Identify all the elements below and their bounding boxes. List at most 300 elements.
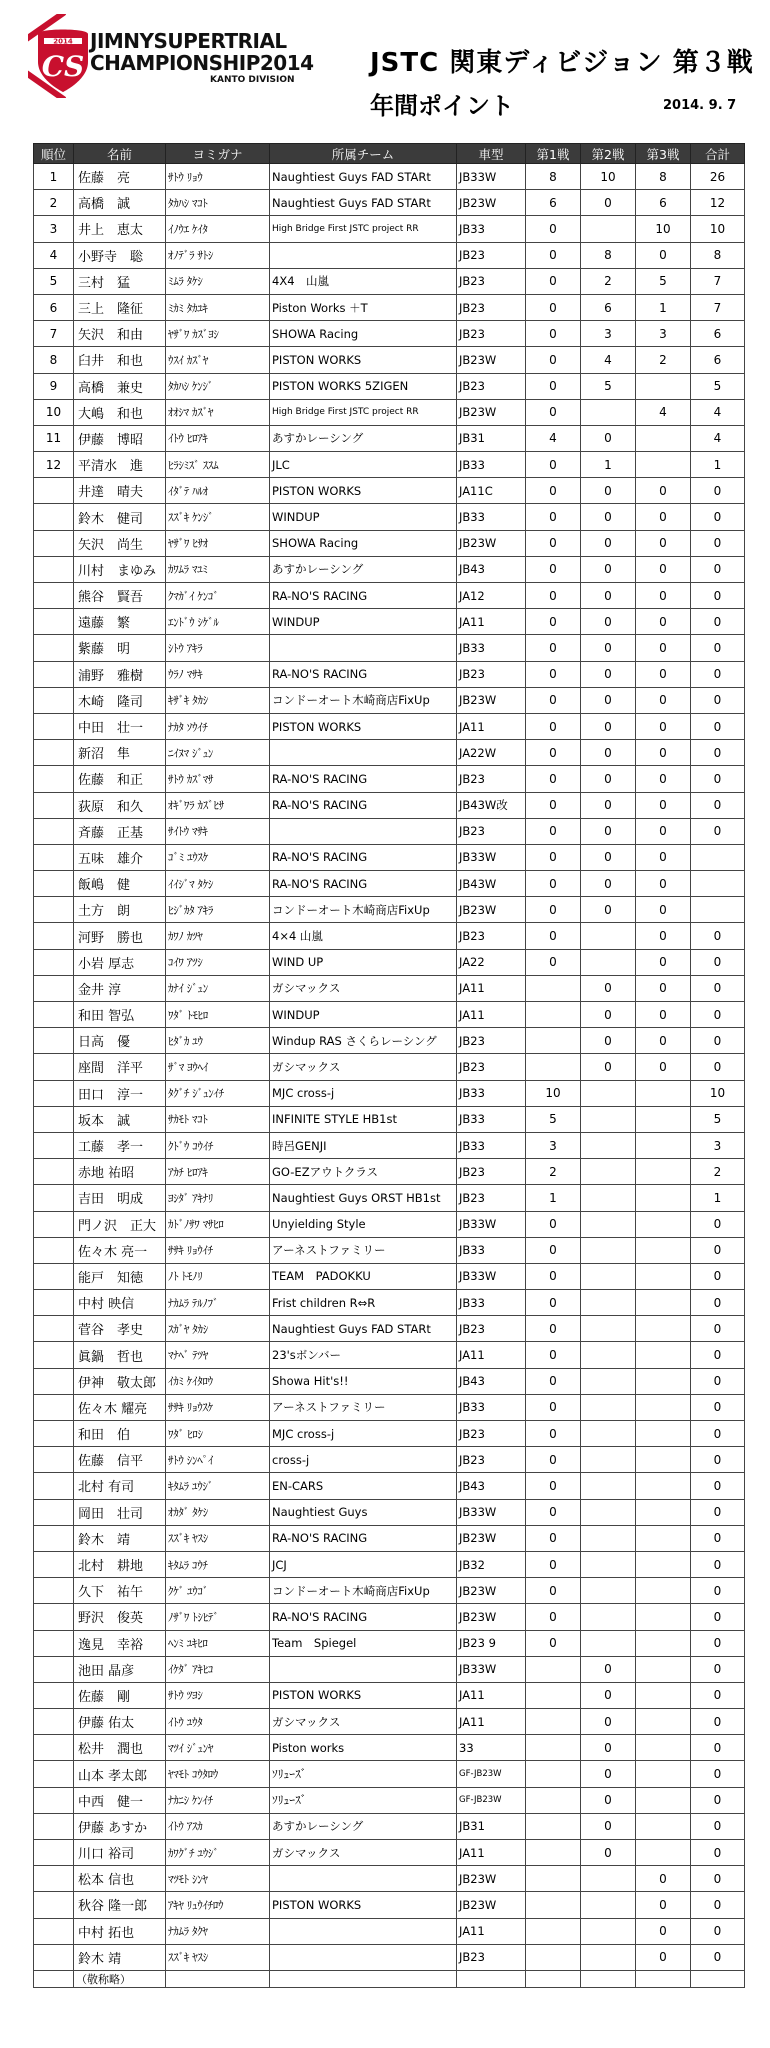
cell-rank [34, 975, 74, 1001]
cell-team: あすかレーシング [270, 556, 457, 582]
cell-name: 池田 晶彦 [74, 1656, 166, 1682]
cell-rank [34, 1499, 74, 1525]
cell-total: 0 [691, 1630, 745, 1656]
table-row [34, 1106, 745, 1132]
cell-name: 矢沢 和由 [74, 321, 166, 347]
cell-team: RA-NO'S RACING [270, 844, 457, 870]
cell-round3 [636, 1185, 691, 1211]
cell-name: 斉藤 正基 [74, 818, 166, 844]
cell-car: JB33W [457, 1211, 526, 1237]
cell-total: 0 [691, 1525, 745, 1551]
cell-rank [34, 1368, 74, 1394]
cell-rank [34, 1290, 74, 1316]
cell-total: 5 [691, 373, 745, 399]
logo-line1: JIMNYSUPERTRIAL [90, 29, 287, 53]
cell-car: JB31 [457, 425, 526, 451]
cell-round2 [581, 1342, 636, 1368]
standings-table [33, 143, 745, 1988]
cell-rank [34, 1263, 74, 1289]
cell-rank [34, 792, 74, 818]
cell-round3: 10 [636, 216, 691, 242]
table-row [34, 1342, 745, 1368]
cell-round3: 0 [636, 242, 691, 268]
cell-total: 1 [691, 452, 745, 478]
cell-rank [34, 897, 74, 923]
cell-total: 0 [691, 1473, 745, 1499]
cell-rank: 5 [34, 268, 74, 294]
cell-round3 [636, 1263, 691, 1289]
cell-rank [34, 766, 74, 792]
cell-car: JB23 [457, 1944, 526, 1970]
table-row [34, 1682, 745, 1708]
cell-kana: ﾜﾀﾞ ﾄﾓﾋﾛ [166, 1002, 270, 1028]
cell-car: JB33 [457, 1080, 526, 1106]
cell-round2 [581, 1473, 636, 1499]
table-row [34, 1551, 745, 1577]
cell-rank [34, 1054, 74, 1080]
cell-total: 10 [691, 1080, 745, 1106]
cell-name: 川口 裕司 [74, 1840, 166, 1866]
cell-kana: ｼﾄｳ ｱｷﾗ [166, 635, 270, 661]
cell-kana: ﾅｶﾑﾗ ﾃﾙﾉﾌﾞ [166, 1290, 270, 1316]
cell-round3: 0 [636, 609, 691, 635]
cell-kana: ｻｻｷ ﾘｮｳｲﾁ [166, 1237, 270, 1263]
cell-car: JB43 [457, 1368, 526, 1394]
col-round2: 第2戦 [581, 144, 636, 164]
cell-round2 [581, 1290, 636, 1316]
footer-note: （敬称略） [74, 1970, 166, 1987]
cell-total: 0 [691, 1944, 745, 1970]
table-row [34, 1499, 745, 1525]
cell-car: JB33 [457, 452, 526, 478]
cell-round1: 0 [526, 687, 581, 713]
cell-rank [34, 871, 74, 897]
cell-car: GF-JB23W [457, 1787, 526, 1813]
table-row [34, 268, 745, 294]
cell-round2: 2 [581, 268, 636, 294]
cell-round3 [636, 1499, 691, 1525]
cell-round1: 0 [526, 818, 581, 844]
cell-round2 [581, 1944, 636, 1970]
table-row [34, 740, 745, 766]
cell-team [270, 1918, 457, 1944]
cell-name: 荻原 和久 [74, 792, 166, 818]
cell-kana: ｷﾀﾑﾗ ﾕｳｼﾞ [166, 1473, 270, 1499]
cell-name: 土方 朗 [74, 897, 166, 923]
cell-round3 [636, 1709, 691, 1735]
cell-rank: 2 [34, 190, 74, 216]
cell-total: 0 [691, 1787, 745, 1813]
cell-name: 佐藤 信平 [74, 1447, 166, 1473]
cell-rank: 7 [34, 321, 74, 347]
cell-round1: 0 [526, 740, 581, 766]
cell-team: ｿﾘｭｰｽﾞ [270, 1787, 457, 1813]
cell-round2 [581, 1525, 636, 1551]
cell-kana: ﾔﾏﾓﾄ ｺｳﾀﾛｳ [166, 1761, 270, 1787]
cell-round2: 10 [581, 164, 636, 190]
table-row [34, 975, 745, 1001]
table-row [34, 242, 745, 268]
cell-team: RA-NO'S RACING [270, 661, 457, 687]
cell-kana: ｶﾜﾑﾗ ﾏﾕﾐ [166, 556, 270, 582]
cell-round2 [581, 1604, 636, 1630]
cell-rank [34, 1421, 74, 1447]
cell-kana: ｸﾄﾞｳ ｺｳｲﾁ [166, 1132, 270, 1158]
cell-round3 [636, 1237, 691, 1263]
cell-total: 6 [691, 347, 745, 373]
cell-car: JB23 [457, 1447, 526, 1473]
cell-car: JB33W [457, 1499, 526, 1525]
cell-kana: ｲｲｼﾞﾏ ﾀｹｼ [166, 871, 270, 897]
cell-total: 0 [691, 1761, 745, 1787]
cell-round2 [581, 1132, 636, 1158]
cell-rank [34, 687, 74, 713]
cell-round1: 0 [526, 294, 581, 320]
cell-kana: ｶﾄﾞﾉｻﾜ ﾏｻﾋﾛ [166, 1211, 270, 1237]
cell-name: 伊藤 博昭 [74, 425, 166, 451]
cell-total: 0 [691, 1263, 745, 1289]
cell-team: RA-NO'S RACING [270, 871, 457, 897]
cell-team: High Bridge First JSTC project RR [270, 216, 457, 242]
cell-round3 [636, 1604, 691, 1630]
cell-name: 坂本 誠 [74, 1106, 166, 1132]
logo-emblem-icon [28, 14, 98, 98]
cell-car: JB23 [457, 294, 526, 320]
cell-round3: 3 [636, 321, 691, 347]
cell-name: 小岩 厚志 [74, 949, 166, 975]
cell-round1 [526, 1002, 581, 1028]
logo-wordmark [90, 14, 314, 86]
cell-round3: 0 [636, 635, 691, 661]
cell-team: Piston works [270, 1735, 457, 1761]
cell-rank [34, 556, 74, 582]
cell-name: 平清水 進 [74, 452, 166, 478]
cell-round3 [636, 373, 691, 399]
cell-kana: ﾏﾂｲ ｼﾞｭﾝﾔ [166, 1735, 270, 1761]
cell-round2 [581, 1630, 636, 1656]
cell-name: 座間 洋平 [74, 1054, 166, 1080]
cell-round3: 0 [636, 713, 691, 739]
cell-name: 北村 有司 [74, 1473, 166, 1499]
cell-team: PISTON WORKS 5ZIGEN [270, 373, 457, 399]
cell-total: 0 [691, 740, 745, 766]
cell-kana: ﾉﾄ ﾄﾓﾉﾘ [166, 1263, 270, 1289]
cell-round2: 0 [581, 844, 636, 870]
col-team: 所属チーム [270, 144, 457, 164]
cell-team: TEAM PADOKKU [270, 1263, 457, 1289]
cell-round3: 0 [636, 844, 691, 870]
cell-name: 松井 潤也 [74, 1735, 166, 1761]
cell-kana: ｵﾉﾃﾞﾗ ｻﾄｼ [166, 242, 270, 268]
cell-round2: 0 [581, 975, 636, 1001]
cell-round2: 0 [581, 1813, 636, 1839]
cell-round3 [636, 1682, 691, 1708]
cell-team: 4X4 山嵐 [270, 268, 457, 294]
cell-total: 6 [691, 321, 745, 347]
cell-car: JB23 [457, 1159, 526, 1185]
cell-total: 0 [691, 635, 745, 661]
cell-car: JB33 [457, 1106, 526, 1132]
cell-round3: 0 [636, 1028, 691, 1054]
cell-rank [34, 1551, 74, 1577]
cell-total: 0 [691, 1840, 745, 1866]
cell-total: 0 [691, 556, 745, 582]
cell-team: コンドーオート木崎商店FixUp [270, 1578, 457, 1604]
table-row [34, 190, 745, 216]
cell-round1: 6 [526, 190, 581, 216]
cell-team: Naughtiest Guys FAD STARt [270, 190, 457, 216]
cell-rank [34, 1394, 74, 1420]
cell-round1 [526, 1813, 581, 1839]
cell-round1: 0 [526, 321, 581, 347]
table-row [34, 844, 745, 870]
cell-car: JA11 [457, 1840, 526, 1866]
cell-kana: ﾐﾑﾗ ﾀｹｼ [166, 268, 270, 294]
cell-team: MJC cross-j [270, 1421, 457, 1447]
cell-team: Frist children R⇔R [270, 1290, 457, 1316]
cell-rank [34, 1211, 74, 1237]
cell-kana: ﾖｼﾀﾞ ｱｷﾅﾘ [166, 1185, 270, 1211]
table-row [34, 1211, 745, 1237]
cell-total: 0 [691, 1682, 745, 1708]
cell-total: 0 [691, 1813, 745, 1839]
cell-car: JB23W [457, 190, 526, 216]
cell-name: 門ノ沢 正大 [74, 1211, 166, 1237]
cell-round2 [581, 399, 636, 425]
cell-round2: 0 [581, 583, 636, 609]
cell-round3 [636, 1080, 691, 1106]
cell-car: JA11 [457, 1342, 526, 1368]
cell-round3: 0 [636, 478, 691, 504]
cell-team [270, 1866, 457, 1892]
cell-car: JB23W [457, 687, 526, 713]
cell-round2: 0 [581, 1028, 636, 1054]
cell-round1: 0 [526, 242, 581, 268]
table-row [34, 1840, 745, 1866]
cell-total: 0 [691, 1735, 745, 1761]
table-row [34, 1473, 745, 1499]
cell-team: Windup RAS さくらレーシング [270, 1028, 457, 1054]
col-kana: ヨミガナ [166, 144, 270, 164]
cell-round3 [636, 452, 691, 478]
cell-round3: 0 [636, 975, 691, 1001]
cell-round2 [581, 1578, 636, 1604]
cell-rank: 10 [34, 399, 74, 425]
cell-kana: ｻﾄｳ ﾘｮｳ [166, 164, 270, 190]
cell-round3 [636, 1813, 691, 1839]
cell-round2: 0 [581, 478, 636, 504]
table-row [34, 609, 745, 635]
cell-round2: 0 [581, 530, 636, 556]
cell-name: 中西 健一 [74, 1787, 166, 1813]
cell-kana: ｵｵｼﾏ ｶｽﾞﾔ [166, 399, 270, 425]
cell-round2: 0 [581, 504, 636, 530]
cell-rank: 12 [34, 452, 74, 478]
cell-round2 [581, 1866, 636, 1892]
page-title: JSTC 関東ディビジョン 第３戦 [370, 48, 754, 78]
cell-round2 [581, 1185, 636, 1211]
cell-team: SHOWA Racing [270, 530, 457, 556]
cell-total: 0 [691, 792, 745, 818]
cell-kana: ﾆｲﾇﾏ ｼﾞｭﾝ [166, 740, 270, 766]
cell-car: JA11 [457, 1682, 526, 1708]
cell-round1: 8 [526, 164, 581, 190]
cell-total: 7 [691, 294, 745, 320]
cell-rank: 8 [34, 347, 74, 373]
cell-round1: 0 [526, 792, 581, 818]
cell-round2: 0 [581, 818, 636, 844]
cell-name: 遠藤 繁 [74, 609, 166, 635]
cell-car: JB32 [457, 1551, 526, 1577]
cell-round3: 0 [636, 1892, 691, 1918]
cell-round2 [581, 1080, 636, 1106]
cell-name: 伊神 敬太郎 [74, 1368, 166, 1394]
cell-kana: ﾔｻﾞﾜ ｶｽﾞﾖｼ [166, 321, 270, 347]
cell-team [270, 635, 457, 661]
cell-car: JB23W [457, 1866, 526, 1892]
table-row [34, 347, 745, 373]
cell-team: WINDUP [270, 504, 457, 530]
cell-car: JB23 [457, 373, 526, 399]
table-row [34, 1185, 745, 1211]
cell-kana: ﾐｶﾐ ﾀｶﾕｷ [166, 294, 270, 320]
cell-round1: 0 [526, 1316, 581, 1342]
cell-kana: ｻﾄｳ ｼﾝﾍﾟｲ [166, 1447, 270, 1473]
cell-round1 [526, 1054, 581, 1080]
cell-round3 [636, 1159, 691, 1185]
cell-round3 [636, 1473, 691, 1499]
cell-total: 5 [691, 1106, 745, 1132]
cell-total: 8 [691, 242, 745, 268]
cell-car: JB23W [457, 347, 526, 373]
table-row [34, 1159, 745, 1185]
cell-round3 [636, 1840, 691, 1866]
cell-kana: ｶﾅｲ ｼﾞｭﾝ [166, 975, 270, 1001]
event-date: 2014. 9. 7 [663, 98, 737, 113]
cell-round2 [581, 1892, 636, 1918]
cell-kana: ｻﾞﾏ ﾖｳﾍｲ [166, 1054, 270, 1080]
cell-name: 中村 拓也 [74, 1918, 166, 1944]
table-row [34, 1866, 745, 1892]
cell-round2 [581, 1368, 636, 1394]
cell-rank [34, 1106, 74, 1132]
cell-rank [34, 504, 74, 530]
cell-total: 0 [691, 818, 745, 844]
cell-team: cross-j [270, 1447, 457, 1473]
cell-name: 北村 耕地 [74, 1551, 166, 1577]
cell-round3 [636, 1132, 691, 1158]
cell-car: JA22W [457, 740, 526, 766]
cell-kana: ｲﾀﾞﾃ ﾊﾙｵ [166, 478, 270, 504]
cell-round2: 1 [581, 452, 636, 478]
cell-round1 [526, 1709, 581, 1735]
cell-car: JB23 [457, 1028, 526, 1054]
cell-name: 久下 祐午 [74, 1578, 166, 1604]
cell-kana: ｳﾗﾉ ﾏｻｷ [166, 661, 270, 687]
cell-name: 小野寺 聡 [74, 242, 166, 268]
cell-total: 0 [691, 530, 745, 556]
cell-name: 飯嶋 健 [74, 871, 166, 897]
cell-name: 川村 まゆみ [74, 556, 166, 582]
cell-name: 新沼 隼 [74, 740, 166, 766]
cell-rank [34, 1840, 74, 1866]
table-row [34, 1263, 745, 1289]
table-row [34, 818, 745, 844]
cell-kana: ｸﾏｶﾞｲ ｹﾝｺﾞ [166, 583, 270, 609]
cell-round1: 0 [526, 766, 581, 792]
cell-team: GO-EZアウトクラス [270, 1159, 457, 1185]
cell-round3: 5 [636, 268, 691, 294]
cell-round3 [636, 1290, 691, 1316]
cell-team: EN-CARS [270, 1473, 457, 1499]
cell-car: JB23 [457, 321, 526, 347]
cell-round1: 0 [526, 1290, 581, 1316]
cell-round2 [581, 1499, 636, 1525]
table-row [34, 1002, 745, 1028]
cell-round2 [581, 1159, 636, 1185]
cell-total: 0 [691, 975, 745, 1001]
cell-car: JB33W [457, 1263, 526, 1289]
cell-team: JLC [270, 452, 457, 478]
cell-total: 0 [691, 1394, 745, 1420]
cell-kana: ｻｲﾄｳ ﾏｻｷ [166, 818, 270, 844]
cell-kana: ｲﾉｳｴ ｹｲﾀ [166, 216, 270, 242]
cell-name: 紫藤 明 [74, 635, 166, 661]
cell-round2: 0 [581, 635, 636, 661]
cell-total: 0 [691, 1002, 745, 1028]
cell-kana: ｲﾄｳ ﾋﾛｱｷ [166, 425, 270, 451]
cell-car: JB23 [457, 766, 526, 792]
cell-round2: 0 [581, 792, 636, 818]
cell-rank: 6 [34, 294, 74, 320]
cell-round1: 0 [526, 661, 581, 687]
cell-car: JB33W [457, 844, 526, 870]
cell-round1: 0 [526, 373, 581, 399]
cell-car: JB43 [457, 1473, 526, 1499]
cell-total: 0 [691, 1028, 745, 1054]
cell-car: JB23 [457, 1054, 526, 1080]
cell-team: 時呂GENJI [270, 1132, 457, 1158]
cell-kana: ｸｹﾞ ﾕｳｺﾞ [166, 1578, 270, 1604]
cell-kana: ﾀｸﾞﾁ ｼﾞｭﾝｲﾁ [166, 1080, 270, 1106]
cell-round1: 0 [526, 609, 581, 635]
cell-round2: 6 [581, 294, 636, 320]
cell-name: 秋谷 隆一郎 [74, 1892, 166, 1918]
cell-car: JB33 [457, 635, 526, 661]
cell-total: 0 [691, 1316, 745, 1342]
cell-rank [34, 1918, 74, 1944]
table-row [34, 897, 745, 923]
cell-round1 [526, 1735, 581, 1761]
cell-team [270, 740, 457, 766]
logo-line2: CHAMPIONSHIP2014 [90, 51, 314, 75]
cell-round3 [636, 1421, 691, 1447]
cell-round3: 1 [636, 294, 691, 320]
cell-name: 眞鍋 哲也 [74, 1342, 166, 1368]
cell-rank [34, 713, 74, 739]
cell-car: JB23 [457, 1316, 526, 1342]
cell-kana: ｻﾄｳ ｶｽﾞﾏｻ [166, 766, 270, 792]
table-row [34, 1237, 745, 1263]
cell-team: Piston Works ＋T [270, 294, 457, 320]
table-row [34, 452, 745, 478]
cell-name: 河野 勝也 [74, 923, 166, 949]
cell-car: JB23 [457, 242, 526, 268]
cell-total: 0 [691, 1709, 745, 1735]
cell-total: 0 [691, 1578, 745, 1604]
cell-total: 0 [691, 687, 745, 713]
cell-team [270, 242, 457, 268]
